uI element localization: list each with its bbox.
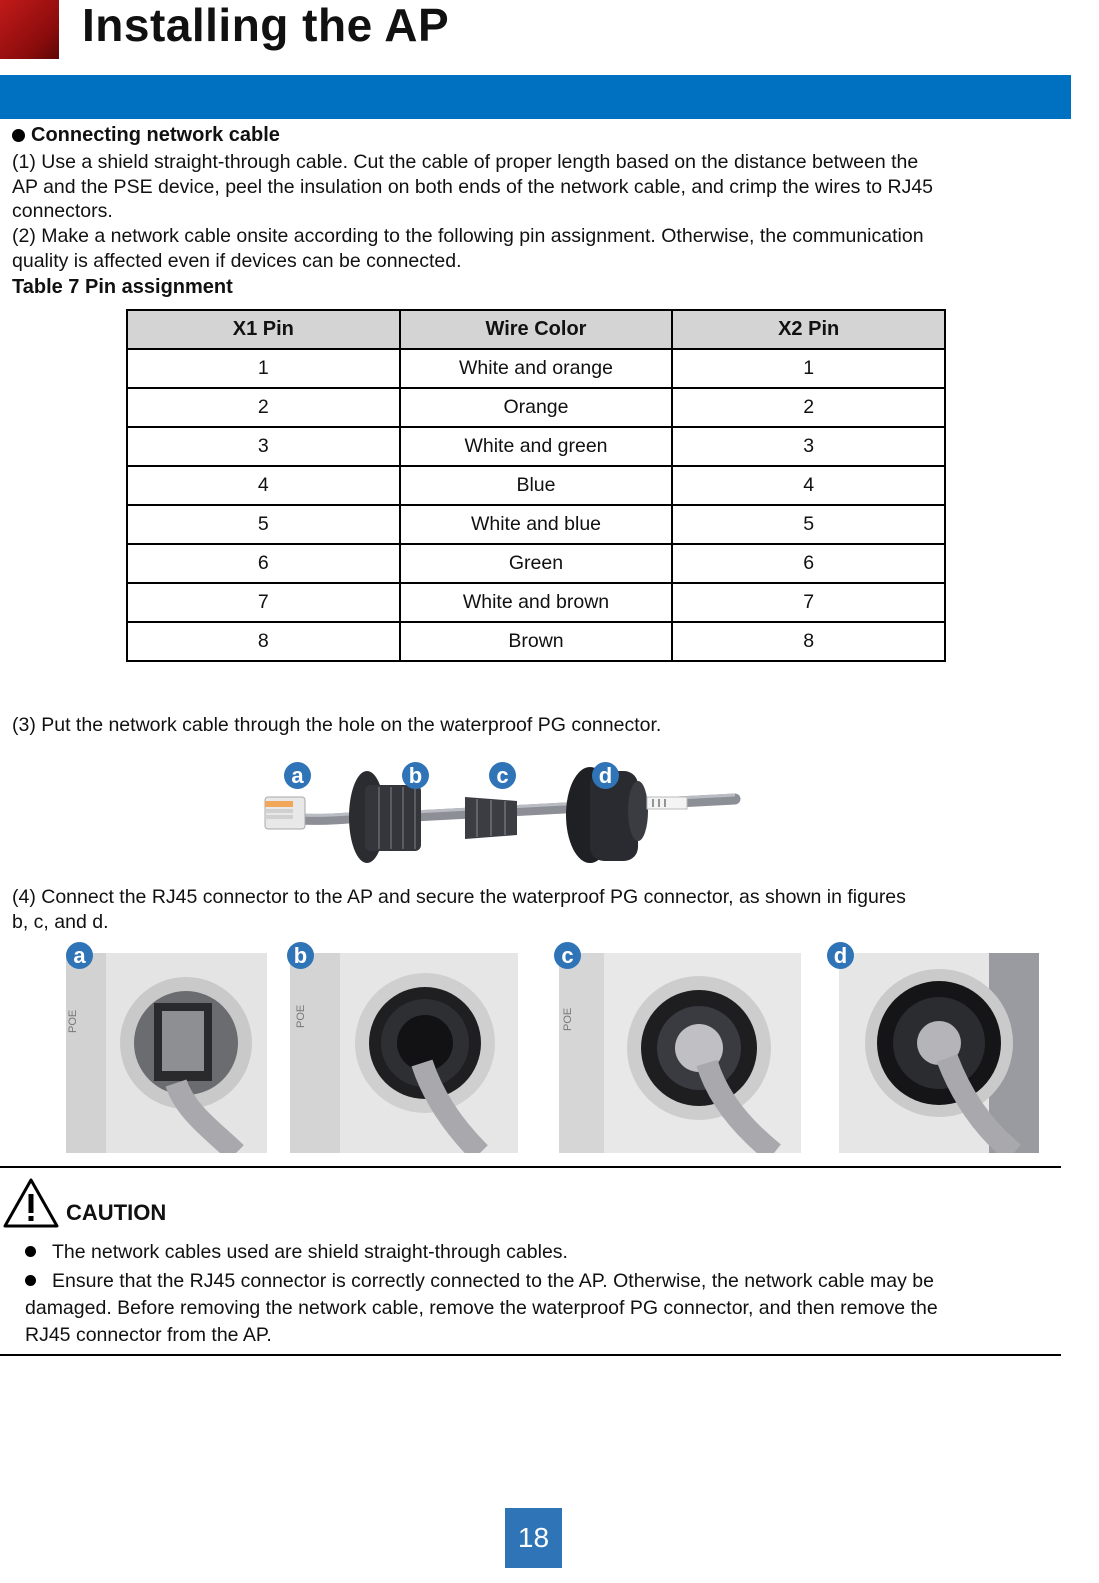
header-band xyxy=(0,75,1071,119)
pin-assignment-table xyxy=(126,309,946,662)
page-number: 18 xyxy=(505,1508,562,1568)
table-cell: 2 xyxy=(127,388,400,427)
table-cell: 3 xyxy=(127,427,400,466)
table-header-row xyxy=(127,310,945,349)
table-cell: Blue xyxy=(400,466,673,505)
port-marking: POE xyxy=(295,1004,307,1028)
table-cell: 1 xyxy=(672,349,945,388)
table-row xyxy=(127,388,945,427)
table-row xyxy=(127,466,945,505)
step-photo-b xyxy=(290,953,518,1153)
table-cell: 5 xyxy=(127,505,400,544)
step-label-a: a xyxy=(66,942,93,969)
step-photo-d xyxy=(839,953,1039,1153)
part-label-b: b xyxy=(402,762,429,789)
table-row xyxy=(127,427,945,466)
caution-item-text: damaged. Before removing the network cable, remove the waterproof PG connector, and then remove the xyxy=(25,1297,938,1319)
part-label-d: d xyxy=(592,762,619,789)
table-cell: White and orange xyxy=(400,349,673,388)
table-cell: 3 xyxy=(672,427,945,466)
title-marker xyxy=(0,0,59,59)
section-heading-text: Connecting network cable xyxy=(31,124,280,146)
step-1-line: connectors. xyxy=(12,200,113,222)
warning-triangle-icon xyxy=(2,1177,60,1229)
table-cell: 2 xyxy=(672,388,945,427)
caution-label: CAUTION xyxy=(66,1200,167,1225)
step-label-c: c xyxy=(554,942,581,969)
caution-item xyxy=(25,1239,1095,1266)
step-2-line: quality is affected even if devices can be connected. xyxy=(12,249,462,272)
caution-item-text: Ensure that the RJ45 connector is correctly connected to the AP. Otherwise, the network cable may be xyxy=(52,1270,934,1292)
table-cell: Orange xyxy=(400,388,673,427)
part-label-a: a xyxy=(284,762,311,789)
caution-bottom-rule xyxy=(0,1354,1061,1356)
table-cell: 5 xyxy=(672,505,945,544)
table-cell: White and brown xyxy=(400,583,673,622)
port-marking: POE xyxy=(562,1007,574,1031)
table-cell: 8 xyxy=(672,622,945,661)
caution-item-text: RJ45 connector from the AP. xyxy=(25,1324,272,1346)
step-2-line: (2) Make a network cable onsite according to the following pin assignment. Otherwise, the communication xyxy=(12,225,924,247)
table-cell: 6 xyxy=(127,544,400,583)
step-4-text xyxy=(12,885,1094,934)
table-cell: Green xyxy=(400,544,673,583)
column-header: Wire Color xyxy=(400,310,673,349)
table-row xyxy=(127,544,945,583)
table-cell: Brown xyxy=(400,622,673,661)
caution-top-rule xyxy=(0,1166,1061,1168)
step-4-line: (4) Connect the RJ45 connector to the AP and secure the waterproof PG connector, as shown in figures xyxy=(12,886,906,908)
bullet-icon xyxy=(25,1275,36,1286)
bullet-icon xyxy=(12,129,25,142)
step-label-d: d xyxy=(827,942,854,969)
step-photo-c xyxy=(559,953,801,1153)
step-label-b: b xyxy=(287,942,314,969)
port-marking: POE xyxy=(67,1009,79,1033)
table-cell: 7 xyxy=(127,583,400,622)
table-cell: 6 xyxy=(672,544,945,583)
table-row xyxy=(127,583,945,622)
step-1-line: AP and the PSE device, peel the insulation on both ends of the network cable, and crimp the wires to RJ45 xyxy=(12,175,934,198)
table-caption: Table 7 Pin assignment xyxy=(12,276,233,298)
column-header: X2 Pin xyxy=(672,310,945,349)
caution-item xyxy=(25,1268,1095,1349)
step-1-line: (1) Use a shield straight-through cable. Cut the cable of proper length based on the distance between the xyxy=(12,151,919,173)
table-cell: 4 xyxy=(672,466,945,505)
step-1-text xyxy=(12,150,1094,224)
table-row xyxy=(127,349,945,388)
step-4-line: b, c, and d. xyxy=(12,910,109,933)
bullet-icon xyxy=(25,1246,36,1257)
table-row xyxy=(127,622,945,661)
step-3-text: (3) Put the network cable through the hole on the waterproof PG connector. xyxy=(12,714,662,736)
caution-item-text: The network cables used are shield straight-through cables. xyxy=(52,1241,568,1263)
section-heading xyxy=(12,124,280,147)
part-label-c: c xyxy=(489,762,516,789)
table-cell: 8 xyxy=(127,622,400,661)
page-title: Installing the AP xyxy=(82,0,450,51)
table-cell: White and green xyxy=(400,427,673,466)
table-cell: White and blue xyxy=(400,505,673,544)
table-row xyxy=(127,505,945,544)
table-cell: 4 xyxy=(127,466,400,505)
step-photo-a xyxy=(66,953,267,1153)
column-header: X1 Pin xyxy=(127,310,400,349)
table-cell: 1 xyxy=(127,349,400,388)
table-cell: 7 xyxy=(672,583,945,622)
step-2-text xyxy=(12,224,1094,273)
